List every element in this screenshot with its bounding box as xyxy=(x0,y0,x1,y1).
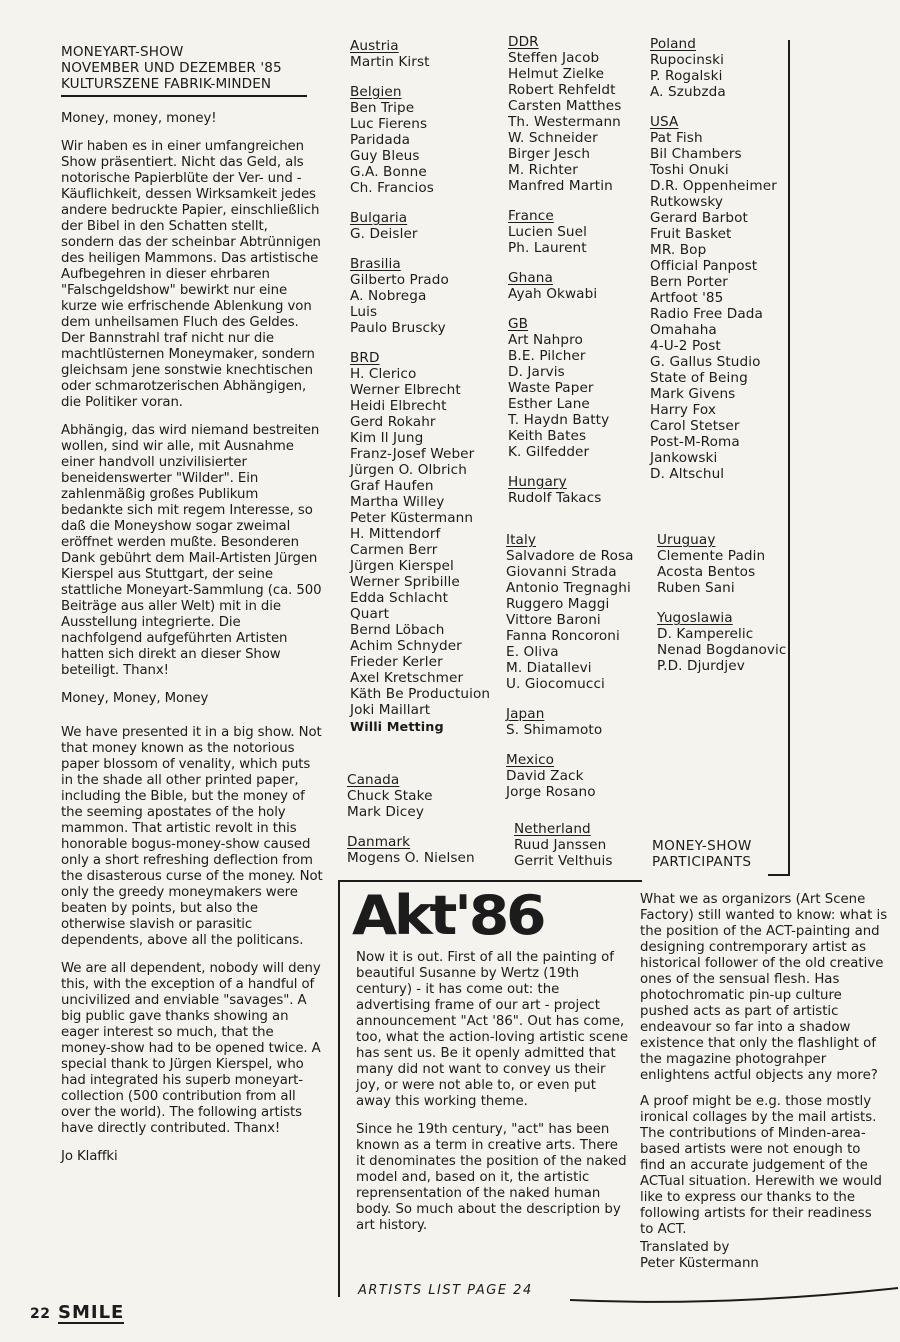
participant-name: Mark Givens xyxy=(650,386,736,402)
participants-column-2 xyxy=(508,34,658,520)
participant-name: H. Clerico xyxy=(350,366,417,382)
organizers-text xyxy=(640,892,888,1272)
participant-name: M. Diatallevi xyxy=(506,660,592,676)
participant-name: Guy Bleus xyxy=(350,148,420,164)
participant-name: A. Nobrega xyxy=(350,288,427,304)
akt86-logo: Akt'86 xyxy=(352,884,544,947)
participant-name: P. Rogalski xyxy=(650,68,723,84)
country-group xyxy=(508,34,658,194)
country-heading: Netherland xyxy=(514,821,591,837)
organizers-paragraph: A proof might be e.g. those mostly ironical collages by the mail artists. The contributions of Minden-area-based artists were not enough to find an accurate judgement of the ACTual situation. Herewith we would like to express our thanks to the following artists for their readiness to ACT. xyxy=(640,1094,882,1237)
participant-name: Graf Haufen xyxy=(350,478,434,494)
participant-name: Jürgen Kierspel xyxy=(350,558,454,574)
country-heading: USA xyxy=(650,114,679,130)
participant-name: Giovanni Strada xyxy=(506,564,617,580)
article-header xyxy=(61,44,307,97)
participant-name: D. Kamperelic xyxy=(657,626,754,642)
country-group xyxy=(347,834,507,866)
participant-name: Gerrit Velthuis xyxy=(514,853,613,869)
participant-name: Fruit Basket xyxy=(650,226,732,242)
participant-name: D. Altschul xyxy=(650,466,725,482)
participant-name: Clemente Padin xyxy=(657,548,766,564)
article-german-english xyxy=(61,44,323,1177)
participant-name: Ruggero Maggi xyxy=(506,596,610,612)
participants-column-2b xyxy=(506,532,656,814)
participant-name: Mark Dicey xyxy=(347,804,424,820)
country-group xyxy=(657,610,797,674)
page-number: 22 xyxy=(30,1306,51,1322)
country-heading: Canada xyxy=(347,772,400,788)
country-heading: France xyxy=(508,208,554,224)
participant-name: Toshi Onuki xyxy=(650,162,729,178)
participant-name: Gilberto Prado xyxy=(350,272,449,288)
participant-name: Luis xyxy=(350,304,378,320)
participant-name: Mogens O. Nielsen xyxy=(347,850,475,866)
participant-name: Art Nahpro xyxy=(508,332,583,348)
country-heading: Bulgaria xyxy=(350,210,408,226)
country-heading: Italy xyxy=(506,532,536,548)
country-group xyxy=(350,350,510,736)
article-paragraph: Wir haben es in einer umfangreichen Show präsentiert. Nicht das Geld, als notorische Papierblüte der Ver- und -Käuflichkeit, dessen Wirksamkeit jedes andere bedruckte Papier, einschließlich der Bibel in den Schatten stellt, sondern das der scheinbar Abtrünnigen des heiligen Mammons. Das artistische Aufbegehren in dieser ehrbaren "Falschgeldshow" bewirkt nur eine kurze wie erfrischende Ablenkung von dem unheilsamen Fluch des Geldes. Der Bannstrahl traf nicht nur die machtlüsternen Moneymaker, sondern gleichsam jene sonstwie knechtischen oder schmarotzerischen Abhängigen, die Politiker voran. xyxy=(61,139,321,410)
participant-name: Jankowski xyxy=(650,450,718,466)
header-line-2: NOVEMBER UND DEZEMBER '85 xyxy=(61,60,282,76)
participant-name: Carol Stetser xyxy=(650,418,740,434)
participant-name: Th. Westermann xyxy=(508,114,621,130)
box-top-rule xyxy=(338,880,638,882)
participants-column-2c xyxy=(514,821,644,883)
participant-name: Acosta Bentos xyxy=(657,564,756,580)
participant-name: B.E. Pilcher xyxy=(508,348,586,364)
handwritten-page-note: ARTISTS LIST PAGE 24 xyxy=(358,1283,533,1298)
country-group xyxy=(350,84,510,196)
country-group xyxy=(506,532,656,692)
article-paragraph: We have presented it in a big show. Not that money known as the notorious paper blossom of venality, which puts in the shade all other printed paper, including the Bible, but the money of the seeming apostates of the holy mammon. That artistic revolt in this honorable bogus-money-show caused only a short refreshing deflection from the disasterous curse of the money. Not only the greedy moneymakers were beaten by points, but also the otherwise slavish or parasitic dependents, above all the politicans. xyxy=(61,725,323,948)
participant-name: Werner Spribille xyxy=(350,574,460,590)
participant-name: Achim Schnyder xyxy=(350,638,462,654)
participant-name: Official Panpost xyxy=(650,258,758,274)
participant-name: Pat Fish xyxy=(650,130,703,146)
participant-name: W. Schneider xyxy=(508,130,598,146)
footer-underline-stroke xyxy=(570,1282,900,1306)
country-heading: Hungary xyxy=(508,474,567,490)
participant-name: Ayah Okwabi xyxy=(508,286,598,302)
participant-name: Birger Jesch xyxy=(508,146,591,162)
participant-name: Heidi Elbrecht xyxy=(350,398,447,414)
participant-name: Kim Il Jung xyxy=(350,430,424,446)
akt86-article xyxy=(356,950,628,1246)
participants-title-line-2: PARTICIPANTS xyxy=(652,854,752,870)
participant-name: Bil Chambers xyxy=(650,146,742,162)
participant-name: D. Jarvis xyxy=(508,364,565,380)
article-paragraph: Money, Money, Money xyxy=(61,691,209,706)
country-heading: Poland xyxy=(650,36,696,52)
organizers-paragraph: What we as organizors (Art Scene Factory) still wanted to know: what is the position of the ACT-painting and designing contremporary artist as historical follower of the old creative ones of the sensual flesh. Has photochromatic pin-up culture pushed acts as part of artistic endeavour so far into a shadow existence that only the flashlight of the magazine photograhper enlightens actful objects any more? xyxy=(640,892,888,1083)
country-heading: Belgien xyxy=(350,84,402,100)
participant-name: MR. Bop xyxy=(650,242,707,258)
participant-name: Post-M-Roma xyxy=(650,434,740,450)
participant-name: Werner Elbrecht xyxy=(350,382,461,398)
participant-name: Paulo Bruscky xyxy=(350,320,446,336)
participant-name: Steffen Jacob xyxy=(508,50,600,66)
country-group xyxy=(350,256,510,336)
participant-name: Ruud Janssen xyxy=(514,837,607,853)
participant-name: Harry Fox xyxy=(650,402,717,418)
participant-name: Martha Willey xyxy=(350,494,445,510)
article-paragraph: Money, money, money! xyxy=(61,111,217,126)
country-heading: Danmark xyxy=(347,834,411,850)
country-group xyxy=(506,752,656,800)
country-group xyxy=(506,706,656,738)
participant-name: G. Deisler xyxy=(350,226,418,242)
participant-name: P.D. Djurdjev xyxy=(657,658,745,674)
participant-name: Axel Kretschmer xyxy=(350,670,464,686)
participant-name: Luc Fierens xyxy=(350,116,428,132)
country-heading: Uruguay xyxy=(657,532,716,548)
participant-name: Fanna Roncoroni xyxy=(506,628,620,644)
country-heading: DDR xyxy=(508,34,539,50)
participant-name: Omahaha xyxy=(650,322,717,338)
participant-name: Esther Lane xyxy=(508,396,590,412)
participant-name: Rudolf Takacs xyxy=(508,490,602,506)
participants-column-3 xyxy=(650,36,790,496)
participant-name: Carmen Berr xyxy=(350,542,438,558)
participants-column-1 xyxy=(350,38,510,750)
participant-name: Salvadore de Rosa xyxy=(506,548,634,564)
participant-name: 4-U-2 Post xyxy=(650,338,721,354)
article-paragraph: We are all dependent, nobody will deny this, with the exception of a handful of uncivilized and enviable "savages". A big public gave thanks showing an eager interest so much, that the money-show had to be opened twice. A special thank to Jürgen Kierspel, who had integrated his superb moneyart-collection (500 contribution from all over the world). The following artists have directly contributed. Thanx! xyxy=(61,961,321,1136)
participant-name: Lucien Suel xyxy=(508,224,587,240)
participant-name: Waste Paper xyxy=(508,380,594,396)
participant-name: Jorge Rosano xyxy=(506,784,596,800)
participant-name: Nenad Bogdanovic xyxy=(657,642,787,658)
country-heading: GB xyxy=(508,316,529,332)
country-heading: Mexico xyxy=(506,752,555,768)
participant-name: Frieder Kerler xyxy=(350,654,443,670)
participant-name: Edda Schlacht xyxy=(350,590,449,606)
participant-name: Joki Maillart xyxy=(350,702,431,718)
participant-name: G.A. Bonne xyxy=(350,164,427,180)
participant-name: Ch. Francios xyxy=(350,180,434,196)
country-group xyxy=(508,474,658,506)
participant-name: Käth Be Productuion xyxy=(350,686,491,702)
country-group xyxy=(650,36,790,100)
participant-name: Willi Metting xyxy=(350,720,444,735)
participant-name: T. Haydn Batty xyxy=(508,412,610,428)
country-heading: Austria xyxy=(350,38,399,54)
participant-name: Rupocinski xyxy=(650,52,724,68)
participant-name: Ph. Laurent xyxy=(508,240,587,256)
participant-name: Rutkowsky xyxy=(650,194,724,210)
country-heading: BRD xyxy=(350,350,380,366)
participant-name: Ben Tripe xyxy=(350,100,415,116)
country-heading: Yugoslawia xyxy=(657,610,733,626)
frame-bottom-rule xyxy=(768,874,790,876)
participants-title xyxy=(652,838,752,870)
magazine-logo: SMILE xyxy=(58,1302,125,1323)
participant-name: Peter Küstermann xyxy=(350,510,474,526)
header-line-3: KULTURSZENE FABRIK-MINDEN xyxy=(61,76,272,92)
participant-name: Vittore Baroni xyxy=(506,612,601,628)
participant-name: Franz-Josef Weber xyxy=(350,446,475,462)
participant-name: Martin Kirst xyxy=(350,54,430,70)
participant-name: Carsten Matthes xyxy=(508,98,622,114)
country-heading: Brasilia xyxy=(350,256,401,272)
participant-name: Ruben Sani xyxy=(657,580,735,596)
country-group xyxy=(650,114,790,482)
participant-name: Keith Bates xyxy=(508,428,587,444)
participant-name: Radio Free Dada xyxy=(650,306,763,322)
participant-name: Artfoot '85 xyxy=(650,290,724,306)
participant-name: David Zack xyxy=(506,768,584,784)
country-group xyxy=(350,38,510,70)
participant-name: M. Richter xyxy=(508,162,578,178)
participant-name: A. Szubzda xyxy=(650,84,726,100)
participant-name: Gerd Rokahr xyxy=(350,414,436,430)
article-paragraph: Abhängig, das wird niemand bestreiten wollen, sind wir alle, mit Ausnahme einer handvoll unzivilisierter beneidenswerter "Wilder". Ein zahlenmäßig großes Publikum bedankte sich mit regem Interesse, so daß die Moneyshow sogar zweimal eröffnet werden mußte. Besonderen Dank gebührt dem Mail-Artisten Jürgen Kierspel aus Stuttgart, der seine stattliche Moneyart-Sammlung (ca. 500 Beiträge aus aller Welt) mit in die Ausstellung integrierte. Die nachfolgend aufgeführten Artisten hatten sich direkt an dieser Show beteiligt. Thanx! xyxy=(61,423,322,678)
participant-name: State of Being xyxy=(650,370,748,386)
participant-name: Chuck Stake xyxy=(347,788,433,804)
participant-name: K. Gilfedder xyxy=(508,444,590,460)
participant-name: E. Oliva xyxy=(506,644,559,660)
participant-name: Helmut Zielke xyxy=(508,66,605,82)
participant-name: Manfred Martin xyxy=(508,178,613,194)
country-group xyxy=(508,270,658,302)
country-group xyxy=(508,316,658,460)
country-group xyxy=(657,532,797,596)
participant-name: U. Giocomucci xyxy=(506,676,605,692)
participant-name: Paridada xyxy=(350,132,411,148)
participant-name: Quart xyxy=(350,606,390,622)
participant-name: H. Mittendorf xyxy=(350,526,441,542)
article-signature: Jo Klaffki xyxy=(61,1149,118,1164)
participant-name: G. Gallus Studio xyxy=(650,354,761,370)
translator-name: Peter Küstermann xyxy=(640,1256,759,1271)
participant-name: Robert Rehfeldt xyxy=(508,82,616,98)
akt-paragraph: Now it is out. First of all the painting of beautiful Susanne by Wertz (19th century) - it has come out: the advertising frame of our art - project announcement "Act '86". Out has come, too, what the action-loving artistic scene has sent us. Be it openly admitted that many did not want to convey us their joy, or were not able to, or even put away this working theme. xyxy=(356,950,629,1109)
participant-name: Bern Porter xyxy=(650,274,728,290)
participant-name: Bernd Löbach xyxy=(350,622,445,638)
country-group xyxy=(514,821,644,869)
akt-paragraph: Since he 19th century, "act" has been known as a term in creative arts. There it denominates the position of the naked model and, based on it, the artistic reprensentation of the naked human body. So much about the description by art history. xyxy=(356,1122,627,1233)
participant-name: S. Shimamoto xyxy=(506,722,603,738)
country-heading: Ghana xyxy=(508,270,553,286)
translated-label: Translated by xyxy=(640,1240,730,1255)
country-group xyxy=(350,210,510,242)
country-heading: Japan xyxy=(506,706,545,722)
participants-title-line-1: MONEY-SHOW xyxy=(652,838,752,854)
participants-column-1b xyxy=(347,772,507,880)
participant-name: Jürgen O. Olbrich xyxy=(350,462,467,478)
participant-name: Gerard Barbot xyxy=(650,210,748,226)
country-group xyxy=(347,772,507,820)
frame-right-rule xyxy=(788,40,790,876)
header-line-1: MONEYART-SHOW xyxy=(61,44,184,60)
participant-name: D.R. Oppenheimer xyxy=(650,178,777,194)
participant-name: Antonio Tregnaghi xyxy=(506,580,631,596)
country-group xyxy=(508,208,658,256)
participants-column-3b xyxy=(657,532,797,688)
